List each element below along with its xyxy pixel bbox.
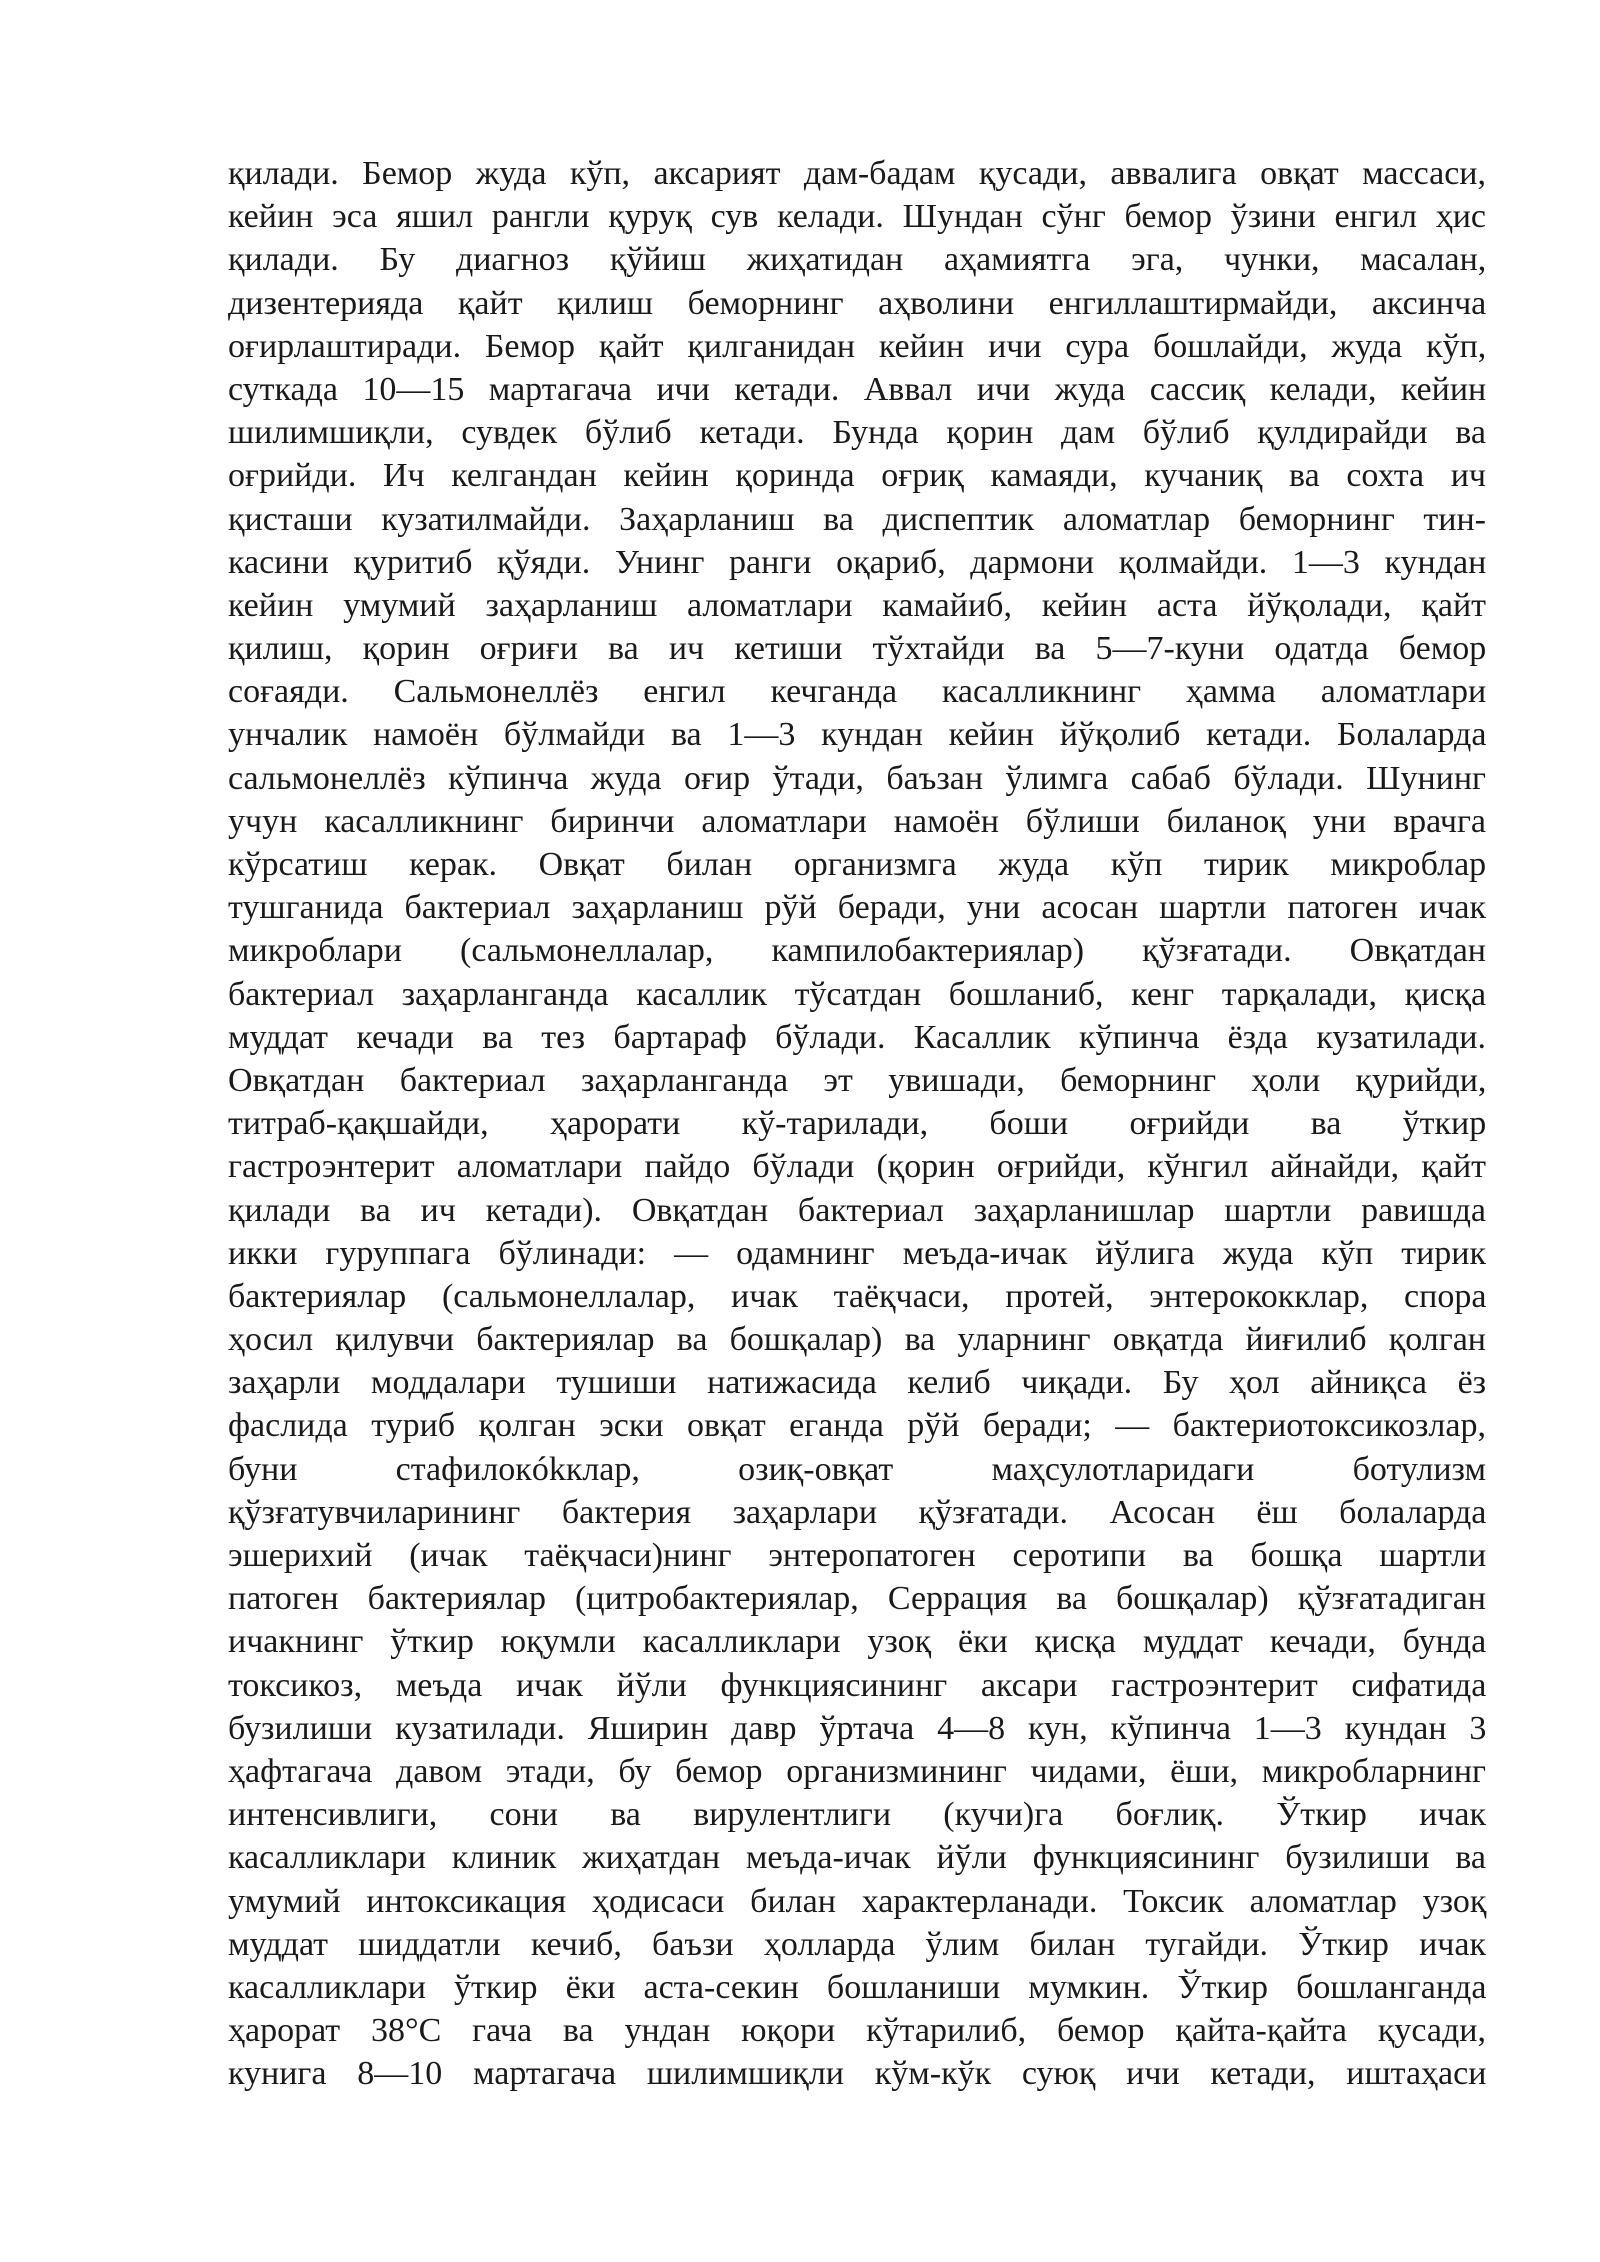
text-line: қўзғатувчиларининг бактерия заҳарлари қўзғатади. Асосан ёш болаларда bbox=[228, 1493, 1487, 1531]
text-line: умумий интоксикация ҳодисаси билан характерланади. Токсик аломатлар узоқ bbox=[228, 1882, 1487, 1920]
text-line: соғаяди. Сальмонеллёз енгил кечганда касалликнинг ҳамма аломатлари bbox=[228, 673, 1487, 711]
text-line: ичакнинг ўткир юқумли касалликлари узоқ ёки қисқа муддат кечади, бунда bbox=[228, 1623, 1487, 1661]
text-line: тушганида бактериал заҳарланиш рўй беради, уни асосан шартли патоген ичак bbox=[228, 889, 1486, 927]
text-line: токсикоз, меъда ичак йўли функциясининг аксари гастроэнтерит сифатида bbox=[228, 1666, 1487, 1704]
text-line: кейин эса яшил рангли қуруқ сув келади. Шундан сўнг бемор ўзини енгил ҳис bbox=[228, 198, 1486, 236]
text-line: унчалик намоён бўлмайди ва 1—3 кундан кейин йўқолиб кетади. Болаларда bbox=[228, 716, 1487, 754]
text-line: муддат шиддатли кечиб, баъзи ҳолларда ўлим билан тугайди. Ўткир ичак bbox=[228, 1925, 1486, 1963]
text-line: бактериялар (сальмонеллалар, ичак таёқчаси, протей, энтерококклар, спора bbox=[228, 1277, 1487, 1315]
text-line: касалликлари ўткир ёки аста-секин бошланиши мумкин. Ўткир бошланганда bbox=[228, 1968, 1487, 2006]
text-line: қилади. Бу диагноз қўйиш жиҳатидан аҳамиятга эга, чунки, масалан, bbox=[228, 241, 1487, 279]
text-line: қисташи кузатилмайди. Заҳарланиш ва диспептик аломатлар беморнинг тин- bbox=[228, 500, 1486, 538]
text-line: сальмонеллёз кўпинча жуда оғир ўтади, баъзан ўлимга сабаб бўлади. Шунинг bbox=[228, 759, 1486, 797]
text-line: кунига 8—10 мартагача шилимшиқли кўм-кўк суюқ ичи кетади, иштаҳаси bbox=[228, 2055, 1487, 2093]
text-line: касалликлари клиник жиҳатдан меъда-ичак йўли функциясининг бузилиши ва bbox=[228, 1839, 1486, 1877]
text-line: ҳафтагача давом этади, бу бемор организмининг чидами, ёши, микробларнинг bbox=[228, 1752, 1486, 1790]
text-line: кейин умумий заҳарланиш аломатлари камайиб, кейин аста йўқолади, қайт bbox=[228, 586, 1486, 624]
text-line: бактериал заҳарланганда касаллик тўсатдан бошланиб, кенг тарқалади, қисқа bbox=[228, 975, 1487, 1013]
body-text bbox=[228, 152, 1486, 2095]
text-line: оғирлаштиради. Бемор қайт қилганидан кейин ичи сура бошлайди, жуда кўп, bbox=[228, 327, 1487, 365]
text-line: ҳарорат 38°С гача ва ундан юқори кўтарилиб, бемор қайта-қайта қусади, bbox=[228, 2012, 1486, 2050]
text-line: оғрийди. Ич келгандан кейин қоринда оғриқ камаяди, кучаниқ ва сохта ич bbox=[228, 457, 1486, 495]
text-line: қилади ва ич кетади). Овқатдан бактериал заҳарланишлар шартли равишда bbox=[228, 1191, 1486, 1229]
text-line: бузилиши кузатилади. Яширин давр ўртача 4—8 кун, кўпинча 1—3 кундан 3 bbox=[228, 1709, 1487, 1747]
text-line: муддат кечади ва тез бартараф бўлади. Касаллик кўпинча ёзда кузатилади. bbox=[228, 1018, 1486, 1056]
text-line: қилади. Бемор жуда кўп, аксарият дам-бадам қусади, аввалига овқат массаси, bbox=[228, 155, 1486, 192]
text-line: фаслида туриб қолган эски овқат еганда рўй беради; — бактериотоксикозлар, bbox=[228, 1407, 1486, 1445]
text-line: микроблари (сальмонеллалар, кампилобактериялар) қўзғатади. Овқатдан bbox=[228, 932, 1486, 970]
text-line: Овқатдан бактериал заҳарланганда эт увишади, беморнинг ҳоли қурийди, bbox=[228, 1061, 1487, 1099]
text-line: учун касалликнинг биринчи аломатлари намоён бўлиши биланоқ уни врачга bbox=[228, 802, 1486, 840]
text-line: титраб-қақшайди, ҳарорати кў-тарилади, боши оғрийди ва ўткир bbox=[228, 1105, 1487, 1143]
text-line: дизентерияда қайт қилиш беморнинг аҳволини енгиллаштирмайди, аксинча bbox=[228, 284, 1487, 322]
text-line: буни стафилокókклар, озиқ-овқат маҳсулотларидаги ботулизм bbox=[228, 1450, 1486, 1488]
text-line: кўрсатиш керак. Овқат билан организмга жуда кўп тирик микроблар bbox=[228, 846, 1487, 883]
text-line: шилимшиқли, сувдек бўлиб кетади. Бунда қорин дам бўлиб қулдирайди ва bbox=[228, 414, 1486, 452]
text-line: гастроэнтерит аломатлари пайдо бўлади (қорин оғрийди, кўнгил айнайди, қайт bbox=[228, 1148, 1486, 1186]
text-line: заҳарли моддалари тушиши натижасида келиб чиқади. Бу ҳол айниқса ёз bbox=[228, 1364, 1487, 1402]
text-line: суткада 10—15 мартагача ичи кетади. Аввал ичи жуда сассиқ келади, кейин bbox=[228, 370, 1487, 408]
text-line: интенсивлиги, сони ва вирулентлиги (кучи)га боғлиқ. Ўткир ичак bbox=[228, 1796, 1486, 1834]
text-line: икки гуруппага бўлинади: — одамнинг меъда-ичак йўлига жуда кўп тирик bbox=[228, 1234, 1486, 1272]
text-line: патоген бактериялар (цитробактериялар, Серрация ва бошқалар) қўзғатадиган bbox=[228, 1580, 1486, 1618]
text-line: қилиш, қорин оғриғи ва ич кетиши тўхтайди ва 5—7-куни одатда бемор bbox=[228, 630, 1487, 668]
text-line: касини қуритиб қўяди. Унинг ранги оқариб, дармони қолмайди. 1—3 кундан bbox=[228, 543, 1487, 581]
text-line: эшерихий (ичак таёқчаси)нинг энтеропатоген серотипи ва бошқа шартли bbox=[228, 1537, 1487, 1574]
text-line: ҳосил қилувчи бактериялар ва бошқалар) ва уларнинг овқатда йиғилиб қолган bbox=[228, 1321, 1486, 1359]
